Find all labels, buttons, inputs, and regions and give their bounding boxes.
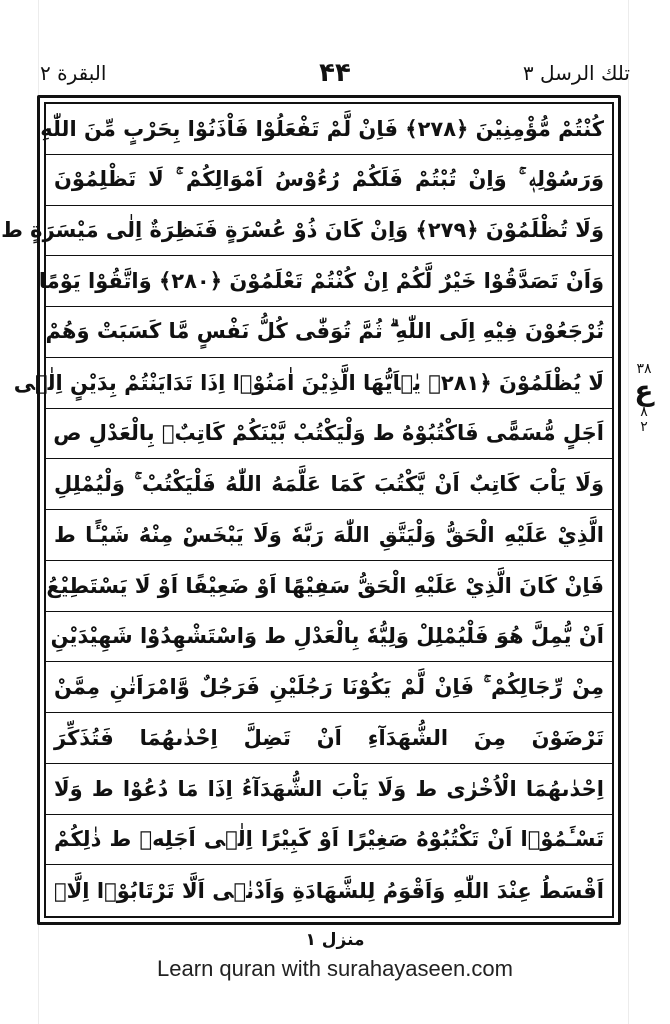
text-line-1 [40,104,612,155]
surah-name: البقرة ۲ [40,61,107,85]
verse-text: تُرْجَعُوْنَ فِيْهِ اِلَى اللّٰهِ ۗ ثُمَّ تُوَفّٰى كُلُّ نَفْسٍ مَّا كَسَبَتْ وَهُمْ [45,319,604,344]
text-line-4 [38,256,612,307]
text-line-6 [13,358,612,409]
text-line-11 [46,612,612,663]
ruku-bottom-number: ۲ [640,419,648,435]
verse-text: وَاَنْ تَصَدَّقُوْا خَيْرٌ لَّكُمْ اِنْ كُنْتُمْ تَعْلَمُوْنَ ﴿۲۸۰﴾ وَاتَّقُوْا يَوْمًا [38,269,604,294]
verse-text: لَا يُظْلَمُوْنَ ﴿۲۸۱﴾ يٰۤاَيُّهَا الَّذِيْنَ اٰمَنُوْۤا اِذَا تَدَايَنْتُمْ بِدَيْنٍ اِلٰۤى [13,370,604,395]
verse-text: اَجَلٍ مُّسَمًّى فَاكْتُبُوْهُ ط وَلْيَكْتُبْ بَّيْنَكُمْ كَاتِبٌۢ بِالْعَدْلِ ص [53,421,604,446]
verse-text: وَرَسُوْلِهٖ ۚ وَاِنْ تُبْتُمْ فَلَكُمْ رُءُوْسُ اَمْوَالِكُمْ ۚ لَا تَظْلِمُوْنَ [54,167,604,192]
verse-text: فَاِنْ كَانَ الَّذِيْ عَلَيْهِ الْحَقُّ سَفِيْهًا اَوْ ضَعِيْفًا اَوْ لَا يَسْتَطِيْعُ [46,573,604,598]
text-line-5 [46,307,612,358]
manzil-label: منزل ۱ [305,930,365,950]
text-line-14 [46,764,612,815]
verse-text: كُنْتُمْ مُّؤْمِنِيْنَ ﴿۲۷۸﴾ فَاِنْ لَّمْ تَفْعَلُوْا فَاْذَنُوْا بِحَرْبٍ مِّنَ اللّٰهِ [40,116,604,141]
text-line-15 [46,815,612,866]
ruku-marker [626,362,662,435]
quran-text-block [1,104,612,916]
verse-text: وَلَا تُظْلَمُوْنَ ﴿۲۷۹﴾ وَاِنْ كَانَ ذُوْ عُسْرَةٍ فَنَظِرَةٌ اِلٰى مَيْسَرَةٍ ط [1,218,604,243]
text-line-9 [46,510,612,561]
juz-name: تلك الرسل ۳ [522,61,630,85]
verse-text: تَسْـَٔمُوْۤا اَنْ تَكْتُبُوْهُ صَغِيْرًا اَوْ كَبِيْرًا اِلٰۤى اَجَلِهٖ ط ذٰلِكُمْ [54,827,604,852]
ruku-ain-symbol: ع [634,374,654,407]
page-header [40,56,630,90]
text-line-8 [46,459,612,510]
ruku-top-number: ۳۸ [636,361,652,377]
verse-text: الَّذِيْ عَلَيْهِ الْحَقُّ وَلْيَتَّقِ اللّٰهَ رَبَّهٗ وَلَا يَبْخَسْ مِنْهُ شَيْـًٔا ط [54,522,604,547]
ruku-middle-number: ۸ [640,404,648,420]
page-number: ۴۴ [319,58,351,88]
text-line-10 [46,561,612,612]
verse-text: وَلَا يَاْبَ كَاتِبٌ اَنْ يَّكْتُبَ كَمَا عَلَّمَهُ اللّٰهُ فَلْيَكْتُبْ ۚ وَلْيُمْلِلِ [54,471,604,496]
text-line-12 [46,662,612,713]
page-guide-right [628,0,629,1024]
verse-text: اَنْ يُّمِلَّ هُوَ فَلْيُمْلِلْ وَلِيُّهٗ بِالْعَدْلِ ط وَاسْتَشْهِدُوْا شَهِيْدَيْنِ [50,624,604,649]
verse-text: اَقْسَطُ عِنْدَ اللّٰهِ وَاَقْوَمُ لِلشَّهَادَةِ وَاَدْنٰۤى اَلَّا تَرْتَابُوْۤا اِلَّاۤ [54,878,604,903]
footer-text: Learn quran with surahayaseen.com [157,956,513,981]
text-line-7 [46,409,612,460]
text-line-2 [46,155,612,206]
text-line-16 [46,865,612,916]
verse-text: اِحْدٰىهُمَا الْاُخْرٰى ط وَلَا يَاْبَ الشُّهَدَآءُ اِذَا مَا دُعُوْا ط وَلَا [54,776,604,801]
verse-text: تَرْضَوْنَ مِنَ الشُّهَدَآءِ اَنْ تَضِلَّ اِحْدٰىهُمَا فَتُذَكِّرَ [54,725,604,750]
text-line-3 [1,206,612,257]
verse-text: مِنْ رِّجَالِكُمْ ۚ فَاِنْ لَّمْ يَكُوْنَا رَجُلَيْنِ فَرَجُلٌ وَّامْرَاَتٰنِ مِمَّنْ [54,674,604,699]
text-line-13 [46,713,612,764]
